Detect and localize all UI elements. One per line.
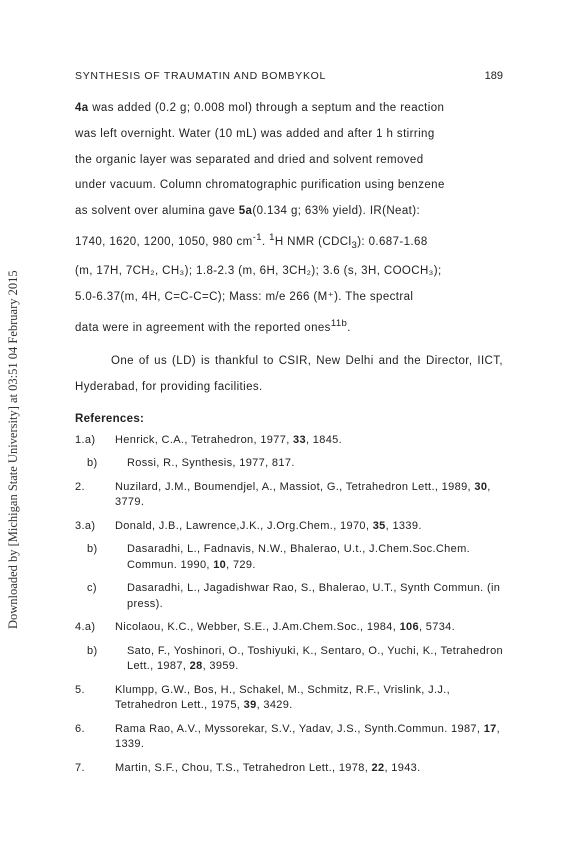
- text-fragment: data were in agreement with the reported ones: [75, 321, 331, 334]
- text-line: the organic layer was separated and dried and solvent removed: [75, 153, 424, 166]
- reference-volume: 35: [372, 519, 386, 532]
- reference-text: [115, 620, 503, 636]
- reference-number: c): [87, 582, 97, 595]
- reference-text: [127, 542, 503, 573]
- text-line: [75, 311, 503, 342]
- reference-volume: 28: [189, 660, 203, 673]
- reference-pages: , 5734.: [418, 621, 456, 634]
- reference-volume: 10: [213, 558, 227, 571]
- text-fragment: H NMR (CDCl: [274, 235, 352, 248]
- reference-citation: Nuzilard, J.M., Boumendjel, A., Massiot, G., Tetrahedron Lett., 1989,: [115, 480, 475, 493]
- reference-volume: 22: [371, 761, 385, 774]
- text-line: under vacuum. Column chromatographic purification using benzene: [75, 179, 445, 192]
- reference-citation: Dasaradhi, L., Jagadishwar Rao, S., Bhalerao, U.T., Synth Commun. (in press).: [127, 582, 501, 610]
- reference-number: 6.: [75, 722, 85, 735]
- reference-number: b): [87, 644, 98, 657]
- page-number: 189: [484, 70, 503, 82]
- text-line: [75, 199, 503, 225]
- reference-number: 7.: [75, 761, 85, 774]
- journal-page: [75, 70, 503, 784]
- reference-number: 5.: [75, 683, 85, 696]
- reference-number: 1.a): [75, 433, 96, 446]
- reference-pages: , 1845.: [305, 433, 343, 446]
- reference-pages: , 3779.: [115, 480, 491, 509]
- reference-number: 3.a): [75, 519, 96, 532]
- reference-citation: Nicolaou, K.C., Webber, S.E., J.Am.Chem.Soc., 1984,: [115, 621, 400, 634]
- reference-volume: 17: [483, 722, 497, 735]
- experimental-paragraph: [75, 96, 503, 341]
- reference-item: [75, 620, 503, 636]
- reference-text: [115, 519, 503, 535]
- superscript: 1: [269, 231, 275, 243]
- reference-citation: Donald, J.B., Lawrence,J.K., J.Org.Chem., 1970,: [115, 519, 373, 532]
- acknowledgement: One of us (LD) is thankful to CSIR, New Delhi and the Director, IICT, Hyderabad, for providing facilities.: [75, 355, 503, 393]
- reference-text: [127, 644, 503, 675]
- reference-number: b): [87, 457, 98, 470]
- references-heading: References:: [75, 412, 145, 425]
- reference-citation: Martin, S.F., Chou, T.S., Tetrahedron Lett., 1978,: [115, 761, 372, 774]
- reference-item: [75, 519, 503, 535]
- download-watermark: Downloaded by [Michigan State University] at 03:51 04 February 2015: [6, 270, 20, 630]
- reference-item: [75, 433, 503, 449]
- reference-text: [115, 761, 503, 777]
- reference-item: [75, 456, 503, 472]
- reference-text: [115, 433, 503, 449]
- text-fragment: .: [261, 235, 270, 248]
- text-fragment: ): 0.687-1.68: [357, 235, 428, 248]
- compound-label: 5a: [238, 205, 253, 218]
- references-list: [75, 433, 503, 777]
- reference-pages: , 3959.: [202, 660, 239, 673]
- text-line: [75, 96, 503, 122]
- reference-text: [115, 722, 503, 753]
- text-fragment: as solvent over alumina gave: [75, 205, 239, 218]
- text-fragment: .: [347, 321, 351, 334]
- reference-pages: , 729.: [226, 558, 256, 571]
- reference-text: [115, 683, 503, 714]
- reference-number: 2.: [75, 480, 85, 493]
- reference-item: [75, 480, 503, 511]
- reference-citation: Sato, F., Yoshinori, O., Toshiyuki, K., Sentaro, O., Yuchi, K., Tetrahedron Lett., 1987,: [127, 644, 504, 673]
- running-header: [75, 70, 503, 82]
- reference-pages: , 1339.: [385, 519, 422, 532]
- reference-item: [75, 722, 503, 753]
- reference-text: [127, 456, 503, 472]
- reference-pages: , 3429.: [256, 699, 293, 712]
- reference-volume: 39: [243, 699, 257, 712]
- compound-label: 4a: [75, 102, 89, 114]
- text-line: was left overnight. Water (10 mL) was added and after 1 h stirring: [75, 127, 435, 140]
- reference-citation: Klumpp, G.W., Bos, H., Schakel, M., Schmitz, R.F., Vrislink, J.J., Tetrahedron Lett., 1975,: [115, 683, 451, 712]
- reference-citation: Dasaradhi, L., Fadnavis, N.W., Bhalerao, U.t., J.Chem.Soc.Chem. Commun. 1990,: [127, 543, 471, 571]
- reference-text: [127, 581, 503, 612]
- reference-volume: 33: [293, 433, 306, 446]
- subscript: 3: [351, 240, 358, 252]
- text-fragment: 1740, 1620, 1200, 1050, 980 cm: [75, 235, 253, 248]
- text-fragment: (0.134 g; 63% yield). IR(Neat):: [252, 205, 421, 218]
- reference-pages: , 1943.: [384, 761, 421, 774]
- reference-pages: , 1339.: [115, 722, 501, 751]
- citation-superscript: 11b: [330, 317, 348, 329]
- reference-item: [75, 761, 503, 777]
- text-line: [75, 225, 503, 259]
- reference-citation: Rossi, R., Synthesis, 1977, 817.: [127, 457, 295, 470]
- text-line: (m, 17H, 7CH₂, CH₃); 1.8-2.3 (m, 6H, 3CH₂); 3.6 (s, 3H, COOCH₃);: [75, 264, 442, 277]
- reference-item: [75, 644, 503, 675]
- reference-item: [75, 581, 503, 612]
- text-line: 5.0-6.37(m, 4H, C=C-C=C); Mass: m/e 266 (M⁺). The spectral: [75, 290, 414, 303]
- superscript: -1: [252, 231, 262, 243]
- reference-number: b): [87, 543, 98, 556]
- reference-volume: 30: [474, 480, 488, 493]
- reference-number: 4.a): [75, 621, 96, 634]
- reference-item: [75, 683, 503, 714]
- text-fragment: was added (0.2 g; 0.008 mol) through a septum and the reaction: [88, 102, 445, 114]
- reference-volume: 106: [399, 621, 419, 634]
- reference-item: [75, 542, 503, 573]
- reference-text: [115, 480, 503, 511]
- reference-citation: Henrick, C.A., Tetrahedron, 1977,: [115, 433, 294, 446]
- running-title: SYNTHESIS OF TRAUMATIN AND BOMBYKOL: [75, 70, 327, 82]
- reference-citation: Rama Rao, A.V., Myssorekar, S.V., Yadav, J.S., Synth.Commun. 1987,: [115, 722, 484, 735]
